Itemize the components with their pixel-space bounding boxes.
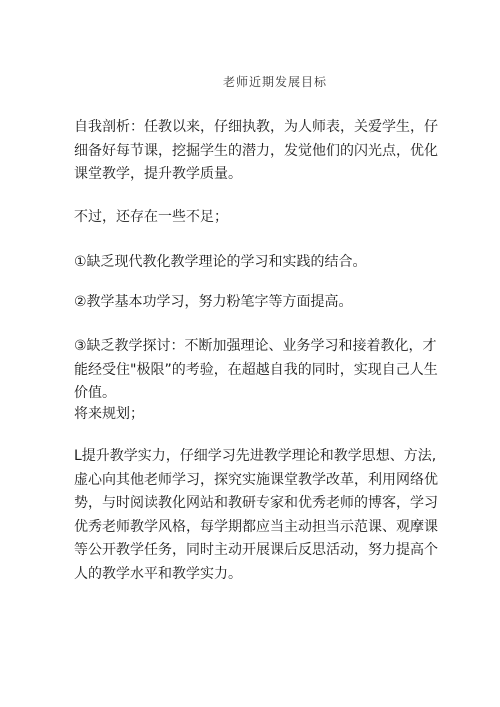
paragraph-future-plan-item-1: L提升教学实力，仔细学习先进教学理论和教学思想、方法,虚心向其他老师学习，探究实施课堂教学改革，利用网络优势，与时阅读教化网站和教研专家和优秀老师的博客，学习优秀老师教学风格，每学期都应当主动担当示范课、观摩课等公开教学任务，同时主动开展课后反思活动，努力提高个人的教学水平和教学实力。 (74, 448, 438, 582)
paragraph-shortcoming-2: ②教学基本功学习，努力粉笔字等方面提高。 (74, 294, 353, 310)
document-title: 老师近期发展目标 (222, 75, 327, 89)
paragraph-shortcoming-1: ①缺乏现代教化教学理论的学习和实践的结合。 (74, 254, 367, 270)
paragraph-shortcoming-3: ③缺乏教学探讨：不断加强理论、业务学习和接着教化，才能经受住"极限”的考验，在超越自我的同时，实现自己人生价值。 (74, 338, 438, 401)
paragraph-self-analysis: 自我剖析：任教以来，仔细执教，为人师表，关爱学生，仔细备好每节课，挖掘学生的潜力，发觉他们的闪光点，优化课堂教学，提升教学质量。 (74, 119, 438, 182)
paragraph-shortcomings-intro: 不过，还存在一些不足； (74, 209, 228, 225)
paragraph-future-plan-heading: 将来规划； (74, 406, 144, 422)
